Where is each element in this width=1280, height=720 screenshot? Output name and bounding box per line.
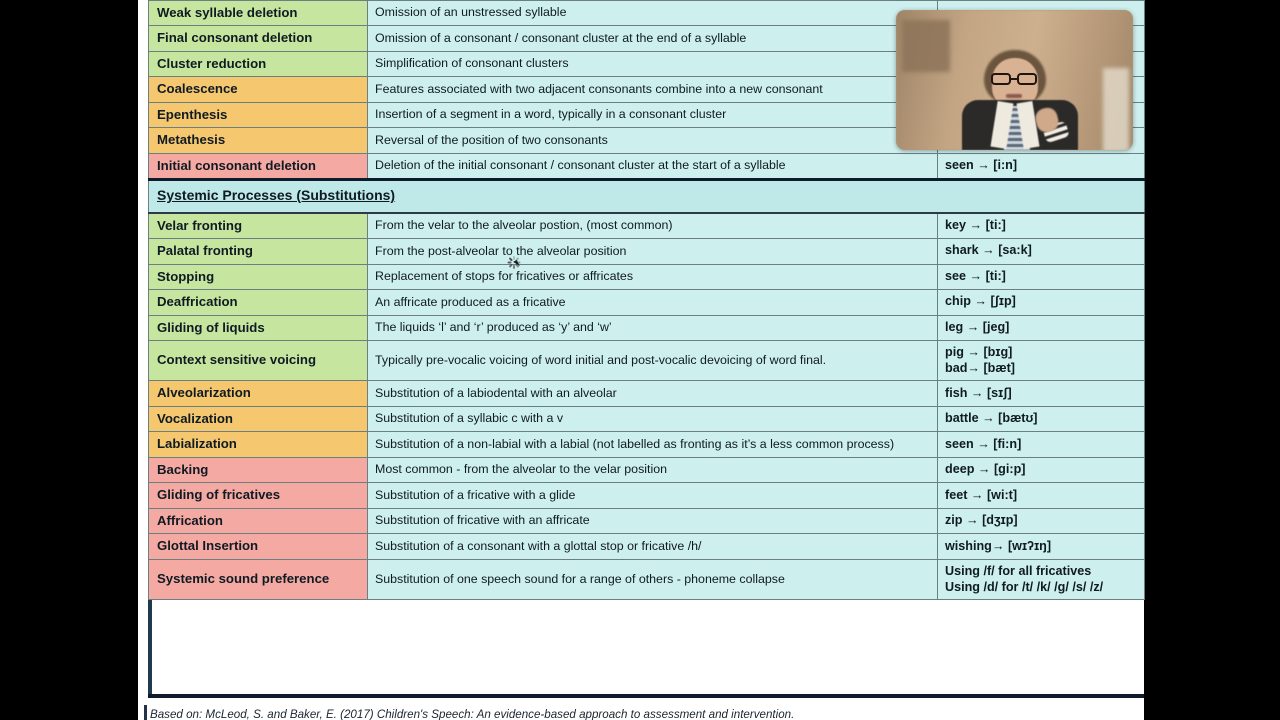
process-name-cell: Weak syllable deletion [149, 0, 368, 26]
table-row [149, 153, 1145, 180]
process-name-cell: Gliding of liquids [149, 315, 368, 341]
process-description-cell: Insertion of a segment in a word, typically in a consonant cluster [368, 102, 938, 128]
process-name-cell: Stopping [149, 264, 368, 290]
process-name-cell: Epenthesis [149, 102, 368, 128]
table-row [149, 341, 1145, 381]
table-row [149, 290, 1145, 316]
process-name-cell: Coalescence [149, 77, 368, 103]
presenter-webcam[interactable] [896, 10, 1133, 150]
table-bottom-rule [148, 694, 1144, 698]
process-description-cell: Substitution of fricative with an affricate [368, 508, 938, 534]
process-description-cell: Substitution of a consonant with a glottal stop or fricative /h/ [368, 534, 938, 560]
process-name-cell: Deaffrication [149, 290, 368, 316]
table-row [149, 432, 1145, 458]
process-description-cell: From the post-alveolar to the alveolar position [368, 239, 938, 265]
process-description-cell: Omission of an unstressed syllable [368, 0, 938, 26]
process-name-cell: Velar fronting [149, 213, 368, 239]
process-description-cell: The liquids ‘l’ and ‘r’ produced as ‘y’ and ‘w’ [368, 315, 938, 341]
process-description-cell: Deletion of the initial consonant / consonant cluster at the start of a syllable [368, 153, 938, 180]
table-row [149, 559, 1145, 599]
footer-bar [144, 705, 147, 720]
table-row [149, 534, 1145, 560]
process-example-cell: shark → [sa:k] [938, 239, 1145, 265]
process-description-cell: From the velar to the alveolar postion, (most common) [368, 213, 938, 239]
process-example-cell: leg → [jeg] [938, 315, 1145, 341]
process-example-cell: deep → [gi:p] [938, 457, 1145, 483]
process-name-cell: Alveolarization [149, 381, 368, 407]
process-example-cell: battle → [bætʊ] [938, 406, 1145, 432]
presenter-figure [958, 50, 1080, 150]
table-row [149, 508, 1145, 534]
process-example-cell: seen → [i:n] [938, 153, 1145, 180]
process-name-cell: Context sensitive voicing [149, 341, 368, 381]
process-description-cell: Substitution of a labiodental with an alveolar [368, 381, 938, 407]
process-name-cell: Backing [149, 457, 368, 483]
process-example-cell: wishing→ [wɪʔɪŋ] [938, 534, 1145, 560]
process-description-cell: Substitution of a syllabic c with a v [368, 406, 938, 432]
table-row [149, 457, 1145, 483]
table-row [149, 315, 1145, 341]
table-row [149, 239, 1145, 265]
process-example-cell: seen → [fi:n] [938, 432, 1145, 458]
section-header-label: Systemic Processes (Substitutions) [149, 180, 1145, 213]
glasses-icon [990, 73, 1040, 85]
process-example-cell: feet → [wi:t] [938, 483, 1145, 509]
process-name-cell: Palatal fronting [149, 239, 368, 265]
process-example-cell: pig → [bɪg] bad→ [bæt] [938, 341, 1145, 381]
process-description-cell: An affricate produced as a fricative [368, 290, 938, 316]
process-description-cell: Substitution of a non-labial with a labial (not labelled as fronting as it’s a less common process) [368, 432, 938, 458]
mouth [1006, 94, 1022, 98]
process-name-cell: Vocalization [149, 406, 368, 432]
process-example-cell: fish → [sɪʃ] [938, 381, 1145, 407]
table-row [149, 213, 1145, 239]
table-row [149, 381, 1145, 407]
process-example-cell: Using /f/ for all fricatives Using /d/ for /t/ /k/ /g/ /s/ /z/ [938, 559, 1145, 599]
process-description-cell: Most common - from the alveolar to the velar position [368, 457, 938, 483]
section-header-row [149, 180, 1145, 213]
process-description-cell: Features associated with two adjacent consonants combine into a new consonant [368, 77, 938, 103]
process-example-cell: zip → [dʒɪp] [938, 508, 1145, 534]
process-description-cell: Replacement of stops for fricatives or affricates [368, 264, 938, 290]
table-row [149, 406, 1145, 432]
process-example-cell: see → [ti:] [938, 264, 1145, 290]
process-description-cell: Omission of a consonant / consonant cluster at the end of a syllable [368, 26, 938, 52]
process-description-cell: Reversal of the position of two consonants [368, 128, 938, 154]
doorway [1103, 68, 1129, 150]
process-name-cell: Metathesis [149, 128, 368, 154]
table-row [149, 483, 1145, 509]
process-description-cell: Simplification of consonant clusters [368, 51, 938, 77]
busy-cursor [507, 256, 525, 276]
process-name-cell: Affrication [149, 508, 368, 534]
process-name-cell: Systemic sound preference [149, 559, 368, 599]
table-body-bottom [149, 213, 1145, 600]
process-description-cell: Typically pre-vocalic voicing of word initial and post-vocalic devoicing of word final. [368, 341, 938, 381]
process-name-cell: Gliding of fricatives [149, 483, 368, 509]
citation-footer: Based on: McLeod, S. and Baker, E. (2017) Children's Speech: An evidence-based approach to assessment and intervention. [150, 708, 795, 720]
process-name-cell: Glottal Insertion [149, 534, 368, 560]
process-example-cell: chip → [ʃɪp] [938, 290, 1145, 316]
process-description-cell: Substitution of a fricative with a glide [368, 483, 938, 509]
process-name-cell: Cluster reduction [149, 51, 368, 77]
process-description-cell: Substitution of one speech sound for a range of others - phoneme collapse [368, 559, 938, 599]
process-example-cell: key → [ti:] [938, 213, 1145, 239]
process-name-cell: Labialization [149, 432, 368, 458]
process-name-cell: Initial consonant deletion [149, 153, 368, 180]
table-section-divider [149, 180, 1145, 213]
table-row [149, 264, 1145, 290]
process-name-cell: Final consonant deletion [149, 26, 368, 52]
wall-picture-frame [902, 20, 950, 72]
